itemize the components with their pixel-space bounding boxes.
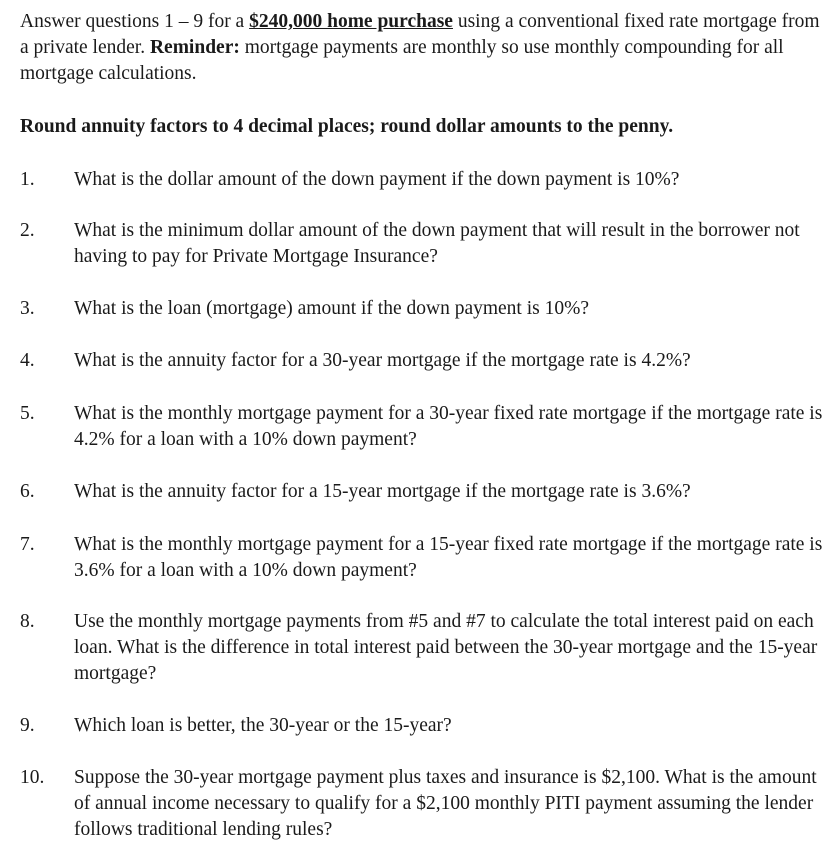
question-number: 8. [20, 611, 35, 632]
question-text: Use the monthly mortgage payments from #5 and #7 to calculate the total interest paid on each loan. What is the difference in total interest paid between the 30-year mortgage and the 15-year mortgage? [74, 611, 818, 684]
intro-text-part1: Answer questions 1 – 9 for a [20, 11, 250, 32]
question-number: 7. [20, 534, 35, 555]
home-purchase-amount: $240,000 home purchase [249, 11, 453, 32]
question-text: What is the dollar amount of the down payment if the down payment is 10%? [74, 169, 680, 190]
intro-paragraph [20, 9, 825, 87]
question-number: 9. [20, 715, 35, 736]
question-number: 5. [20, 403, 35, 424]
question-text: What is the monthly mortgage payment for a 15-year fixed rate mortgage if the mortgage rate is 3.6% for a loan with a 10% down payment? [74, 534, 823, 581]
question-number: 2. [20, 220, 35, 241]
question-text: Which loan is better, the 30-year or the 15-year? [74, 715, 452, 736]
question-number: 10. [20, 767, 45, 788]
question-text: What is the annuity factor for a 15-year mortgage if the mortgage rate is 3.6%? [74, 481, 691, 502]
intro-text-part3: mortgage payments are monthly so use monthly compounding for all mortgage calculations. [20, 37, 784, 84]
question-text: Suppose the 30-year mortgage payment plus taxes and insurance is $2,100. What is the amount of annual income necessary to qualify for a $2,100 monthly PITI payment assuming the lender follows traditional lending rules? [74, 767, 817, 840]
reminder-label: Reminder: [149, 37, 240, 58]
rounding-instructions: Round annuity factors to 4 decimal places; round dollar amounts to the penny. [20, 116, 674, 137]
question-number: 4. [20, 350, 35, 371]
question-number: 3. [20, 298, 35, 319]
question-number: 6. [20, 481, 35, 502]
intro-text-part2: using a conventional fixed rate mortgage from a private lender. [20, 11, 820, 58]
question-text: What is the annuity factor for a 30-year mortgage if the mortgage rate is 4.2%? [74, 350, 691, 371]
question-text: What is the loan (mortgage) amount if the down payment is 10%? [74, 298, 589, 319]
question-number: 1. [20, 169, 35, 190]
question-text: What is the monthly mortgage payment for a 30-year fixed rate mortgage if the mortgage rate is 4.2% for a loan with a 10% down payment? [74, 403, 823, 450]
question-text: What is the minimum dollar amount of the down payment that will result in the borrower not having to pay for Private Mortgage Insurance? [74, 220, 800, 267]
